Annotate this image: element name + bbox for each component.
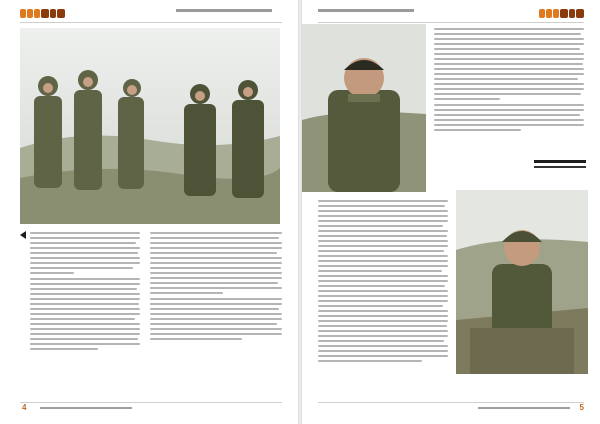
right-page (302, 0, 600, 424)
article-byline (534, 160, 586, 171)
soldiers-group-photo (20, 28, 280, 224)
right-page-text-column-bottom (318, 200, 448, 366)
magazine-logo (539, 6, 584, 20)
footer-rule (318, 402, 584, 403)
header-rule (318, 22, 584, 23)
right-page-text-column-top (434, 28, 584, 135)
footer-caption (40, 407, 132, 409)
left-page-text-column-1 (30, 232, 140, 354)
left-page-footer (0, 402, 298, 412)
page-number: 5 (579, 403, 584, 412)
article-start-marker (20, 231, 26, 239)
issue-info (318, 9, 414, 12)
header-rule (20, 22, 282, 23)
issue-info (176, 9, 272, 12)
footer-caption (478, 407, 570, 409)
left-page-text-column-2 (150, 232, 282, 344)
author-name (534, 160, 586, 163)
right-page-footer (302, 402, 600, 412)
author-role (534, 166, 586, 168)
soldier-in-trench-photo (456, 190, 588, 374)
soldier-portrait-photo (302, 24, 426, 192)
footer-rule (20, 402, 282, 403)
page-number: 4 (22, 403, 27, 412)
magazine-logo (20, 6, 65, 20)
left-page (0, 0, 298, 424)
